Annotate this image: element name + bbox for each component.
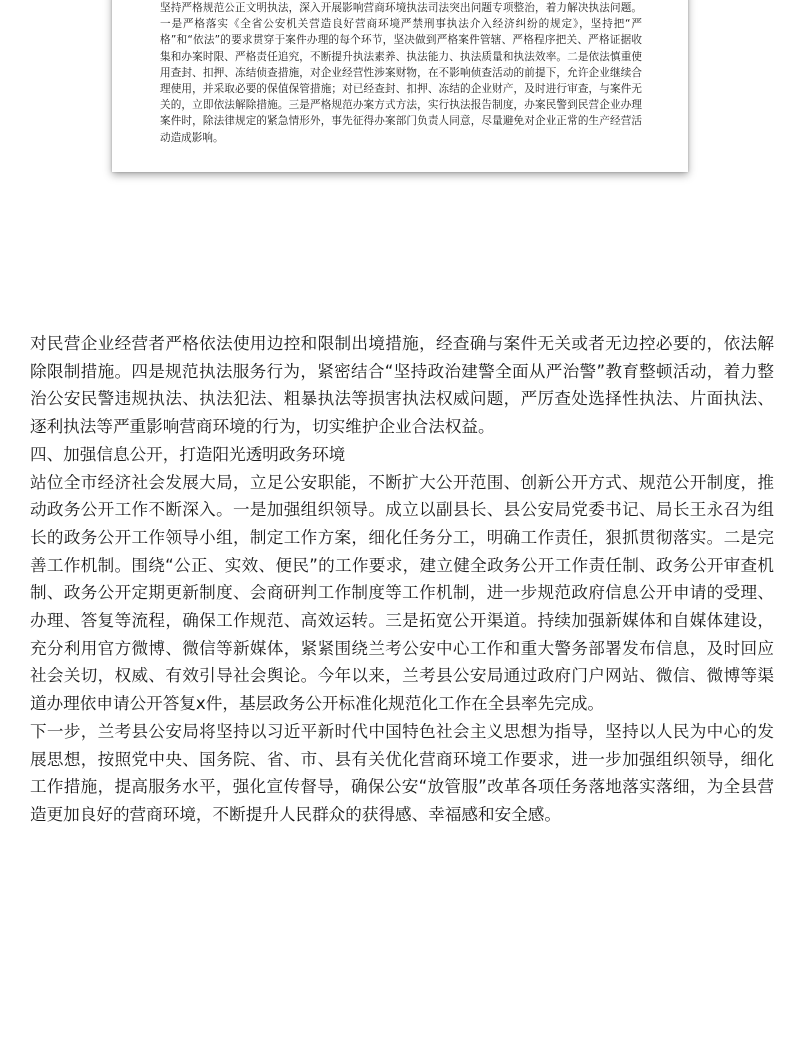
paragraph-info-disclosure: 站位全市经济社会发展大局，立足公安职能，不断扩大公开范围、创新公开方式、规范公开制度，推动政务公开工作不断深入。一是加强组织领导。成立以副县长、县公安局党委书记、局长王永召为组长的政务公开工作领导小组，制定工作方案，细化任务分工，明确工作责任，狠抓贯彻落实。二是完善工作机制。围绕“公正、实效、便民”的工作要求，建立健全政务公开工作责任制、政务公开审查机制、政务公开定期更新制度、会商研判工作制度等工作机制，进一步规范政府信息公开申请的受理、办理、答复等流程，确保工作规范、高效运转。三是拓宽公开渠道。持续加强新媒体和自媒体建设，充分利用官方微博、微信等新媒体，紧紧围绕兰考公安中心工作和重大警务部署发布信息，及时回应社会关切，权威、有效引导社会舆论。今年以来，兰考县公安局通过政府门户网站、微信、微博等渠道办理依申请公开答复x件，基层政务公开标准化规范化工作在全县率先完成。 bbox=[30, 472, 774, 714]
preview-card-content bbox=[160, 0, 642, 146]
paragraph-next-step: 下一步，兰考县公安局将坚持以习近平新时代中国特色社会主义思想为指导，坚持以人民为中心的发展思想，按照党中央、国务院、省、市、县有关优化营商环境工作要求，进一步加强组织领导，细化工作措施，提高服务水平，强化宣传督导，确保公安“放管服”改革各项任务落地落实落细，为全县营造更加良好的营商环境，不断提升人民群众的获得感、幸福感和安全感。 bbox=[30, 721, 774, 824]
document-preview-card bbox=[112, 0, 688, 172]
paragraph-continued: 对民营企业经营者严格依法使用边控和限制出境措施，经查确与案件无关或者无边控必要的，依法解除限制措施。四是规范执法服务行为，紧密结合“坚持政治建警全面从严治警”教育整顿活动，着力整治公安民警违规执法、执法犯法、粗暴执法等损害执法权威问题，严厉查处选择性执法、片面执法、逐利执法等严重影响营商环境的行为，切实维护企业合法权益。 bbox=[30, 334, 774, 437]
section-heading: 四、加强信息公开，打造阳光透明政务环境 bbox=[30, 444, 346, 464]
preview-card-body: 坚持严格规范公正文明执法，深入开展影响营商环境执法司法突出问题专项整治，着力解决执法问题。一是严格落实《全省公安机关营造良好营商环境严禁刑事执法介入经济纠纷的规定》，坚持把“严格”和“依法”的要求贯穿于案件办理的每个环节，坚决做到严格案件管辖、严格程序把关、严格证据收集和办案时限、严格责任追究，不断提升执法素养、执法能力、执法质量和执法效率。二是依法慎重使用查封、扣押、冻结侦查措施，对企业经营性涉案财物，在不影响侦查活动的前提下，允许企业继续合理使用，并采取必要的保值保管措施；对已经查封、扣押、冻结的企业财产，及时进行审查，与案件无关的，立即依法解除措施。三是严格规范办案方式方法，实行执法报告制度，办案民警到民营企业办理案件时，除法律规定的紧急情形外，事先征得办案部门负责人同意，尽量避免对企业正常的生产经营活动造成影响。 bbox=[160, 2, 642, 144]
main-article-text bbox=[30, 330, 774, 829]
